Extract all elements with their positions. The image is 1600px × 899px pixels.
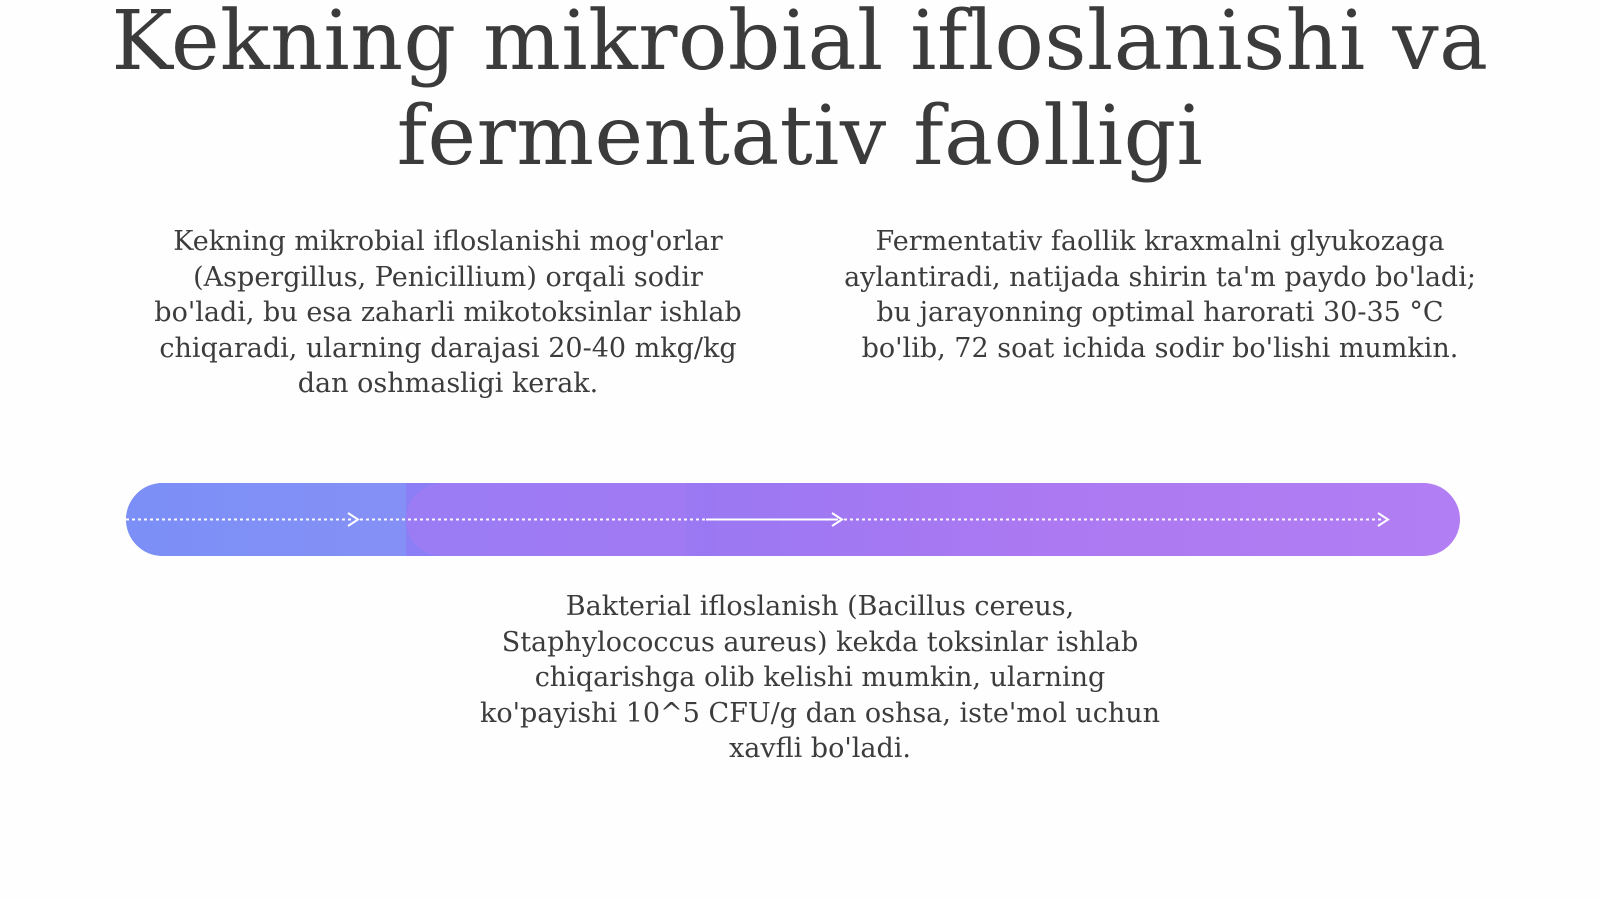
paragraph-enzymatic-activity: Fermentativ faollik kraxmalni glyukozaga aylantiradi, natijada shirin ta'm paydo bo'ladi; bu jarayonning optimal harorati 30-35 °C bo'lib, 72 soat ichida sodir bo'lishi mumkin. [844, 226, 1476, 364]
timeline-arrows [126, 483, 1460, 556]
paragraph-bacterial-contamination: Bakterial ifloslanish (Bacillus cereus, Staphylococcus aureus) kekda toksinlar ishlab chiqarishga olib kelishi mumkin, ularning ko'payishi 10^5 CFU/g dan oshsa, iste'mol uchun xavfli bo'ladi. [479, 591, 1161, 764]
slide-title: Kekning mikrobial ifloslanishi va fermentativ faolligi [111, 0, 1489, 184]
timeline-bar [126, 483, 1460, 556]
paragraph-mold-contamination: Kekning mikrobial ifloslanishi mog'orlar (Aspergillus, Penicillium) orqali sodir bo'ladi, bu esa zaharli mikotoksinlar ishlab chiqaradi, ularning darajasi 20-40 mkg/kg dan oshmasligi kerak. [154, 226, 742, 399]
